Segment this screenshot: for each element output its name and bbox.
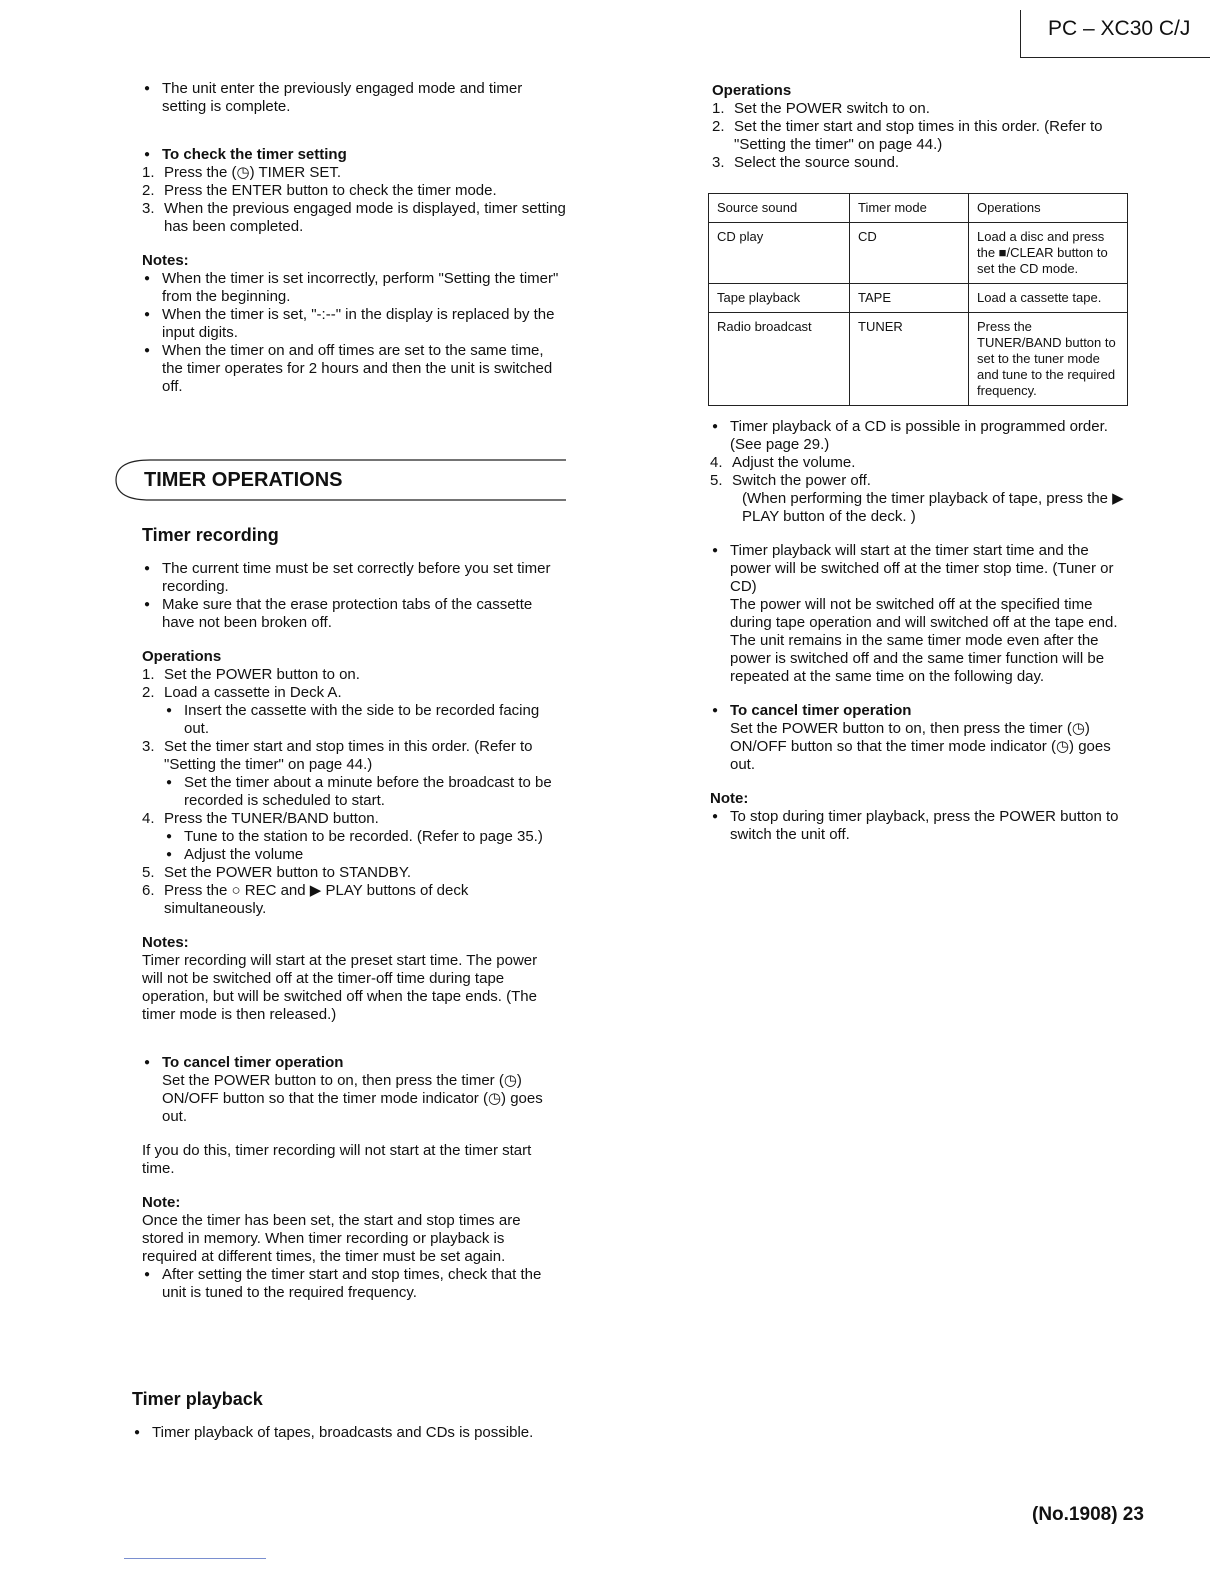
playback-bullet: ● Timer playback of tapes, broadcasts and CDs is possible. <box>132 1424 552 1442</box>
left-column-lower <box>142 526 562 1302</box>
timer-recording-title: Timer recording <box>142 525 279 545</box>
rec-notes-text: Timer recording will start at the preset start time. The power will not be switched off at the timer-off time during tape operation, but will be switched off when the tape ends. (The timer mode is then released.) <box>142 952 538 1023</box>
table-cell: Radio broadcast <box>709 313 850 406</box>
note-title: Note: <box>142 1194 181 1211</box>
op-step: 2. Load a cassette in Deck A. <box>142 684 342 701</box>
left-column <box>142 80 566 396</box>
table-cell: TUNER <box>850 313 969 406</box>
model-code: PC – XC30 C/J <box>1048 17 1191 40</box>
table-cell: Load a disc and press the ■/CLEAR button to set the CD mode. <box>969 223 1128 284</box>
right-op-step: 3. Select the source sound. <box>712 154 900 171</box>
check-step: 3. When the previous engaged mode is displayed, timer setting has been completed. <box>142 200 566 235</box>
table-cell: CD <box>850 223 969 284</box>
cancel-text: Set the POWER button to on, then press the timer (◷) ON/OFF button so that the timer mode indicator (◷) goes out. <box>162 1072 543 1125</box>
op-step: 5. Set the POWER button to STANDBY. <box>142 864 412 881</box>
check-timer-title: ● To check the timer setting <box>142 146 566 164</box>
cd-bullet: ● Timer playback of a CD is possible in programmed order. (See page 29.) <box>710 418 1130 454</box>
right-note-bullet: ● To stop during timer playback, press the POWER button to switch the unit off. <box>710 808 1130 844</box>
rec-notes-title: Notes: <box>142 934 189 951</box>
header-rule-vertical <box>1020 10 1021 58</box>
right-cancel-text: Set the POWER button to on, then press the timer (◷) ON/OFF button so that the timer mode indicator (◷) goes out. <box>730 720 1111 773</box>
right-column <box>712 82 1132 172</box>
cancel-extra: If you do this, timer recording will not start at the timer start time. <box>142 1142 532 1177</box>
note-item: ● When the timer is set, "-:--" in the display is replaced by the input digits. <box>142 306 566 342</box>
check-step: 1. Press the (◷) TIMER SET. <box>142 164 342 181</box>
op-step: 1. Set the POWER button to on. <box>142 666 360 683</box>
intro-bullet: ● The unit enter the previously engaged mode and timer setting is complete. <box>142 80 566 116</box>
source-table <box>708 193 1128 406</box>
note-item: ● When the timer on and off times are set to the same time, the timer operates for 2 hours and then the unit is switched off. <box>142 342 566 396</box>
table-cell: Press the TUNER/BAND button to set to the tuner mode and tune to the required frequency. <box>969 313 1128 406</box>
right-operations-title: Operations <box>712 82 792 99</box>
right-op-step: 4. Adjust the volume. <box>710 454 856 471</box>
timer-playback-title: Timer playback <box>132 1389 263 1409</box>
right-op-step: 2. Set the timer start and stop times in this order. (Refer to "Setting the timer" on page 44.) <box>712 118 1103 153</box>
table-cell: TAPE <box>850 284 969 313</box>
check-step: 2. Press the ENTER button to check the timer mode. <box>142 182 497 199</box>
table-cell: Tape playback <box>709 284 850 313</box>
table-header-cell: Operations <box>969 194 1128 223</box>
table-header-cell: Timer mode <box>850 194 969 223</box>
tape-playback-note: (When performing the timer playback of tape, press the ▶ PLAY button of the deck. ) <box>742 490 1124 525</box>
cancel-title: ● To cancel timer operation <box>142 1054 562 1072</box>
right-column-lower <box>710 418 1130 844</box>
op-substep: ● Adjust the volume <box>142 846 562 864</box>
table-header-cell: Source sound <box>709 194 850 223</box>
table-row <box>709 313 1128 406</box>
right-cancel-title: ● To cancel timer operation <box>710 702 1130 720</box>
right-op-step: 5. Switch the power off. <box>710 472 871 489</box>
operations-title: Operations <box>142 648 222 665</box>
section-title: TIMER OPERATIONS <box>144 469 343 491</box>
note-text: Once the timer has been set, the start and stop times are stored in memory. When timer recording or playback is required at different times, the timer must be set again. <box>142 1212 521 1265</box>
playback-para: The unit remains in the same timer mode even after the power is switched off and the same timer function will be repeated at the same time on the following day. <box>730 632 1105 685</box>
op-step: 4. Press the TUNER/BAND button. <box>142 810 379 827</box>
table-row <box>709 284 1128 313</box>
table-header-row <box>709 194 1128 223</box>
note-item: ● When the timer is set incorrectly, perform "Setting the timer" from the beginning. <box>142 270 566 306</box>
table-row <box>709 223 1128 284</box>
right-note-title: Note: <box>710 790 749 807</box>
op-step: 6. Press the ○ REC and ▶ PLAY buttons of deck simultaneously. <box>142 882 469 917</box>
note-bullet: ● After setting the timer start and stop times, check that the unit is tuned to the required frequency. <box>142 1266 562 1302</box>
playback-para: The power will not be switched off at the specified time during tape operation and will switched off at the tape end. <box>730 596 1118 631</box>
timer-playback-block <box>132 1390 552 1442</box>
table-cell: Load a cassette tape. <box>969 284 1128 313</box>
op-substep: ● Tune to the station to be recorded. (Refer to page 35.) <box>142 828 562 846</box>
rec-bullet: ● The current time must be set correctly before you set timer recording. <box>142 560 562 596</box>
op-substep: ● Set the timer about a minute before the broadcast to be recorded is scheduled to start. <box>142 774 562 810</box>
rec-bullet: ● Make sure that the erase protection tabs of the cassette have not been broken off. <box>142 596 562 632</box>
footer-rule <box>124 1558 266 1559</box>
op-step: 3. Set the timer start and stop times in this order. (Refer to "Setting the timer" on page 44.) <box>142 738 533 773</box>
table-cell: CD play <box>709 223 850 284</box>
header-rule-horizontal <box>1020 57 1210 58</box>
right-op-step: 1. Set the POWER switch to on. <box>712 100 930 117</box>
op-substep: ● Insert the cassette with the side to be recorded facing out. <box>142 702 562 738</box>
page-number: (No.1908) 23 <box>1032 1504 1144 1525</box>
playback-start-bullet: ● Timer playback will start at the timer start time and the power will be switched off at the timer stop time. (Tuner or CD) <box>710 542 1130 596</box>
notes-title: Notes: <box>142 252 189 269</box>
